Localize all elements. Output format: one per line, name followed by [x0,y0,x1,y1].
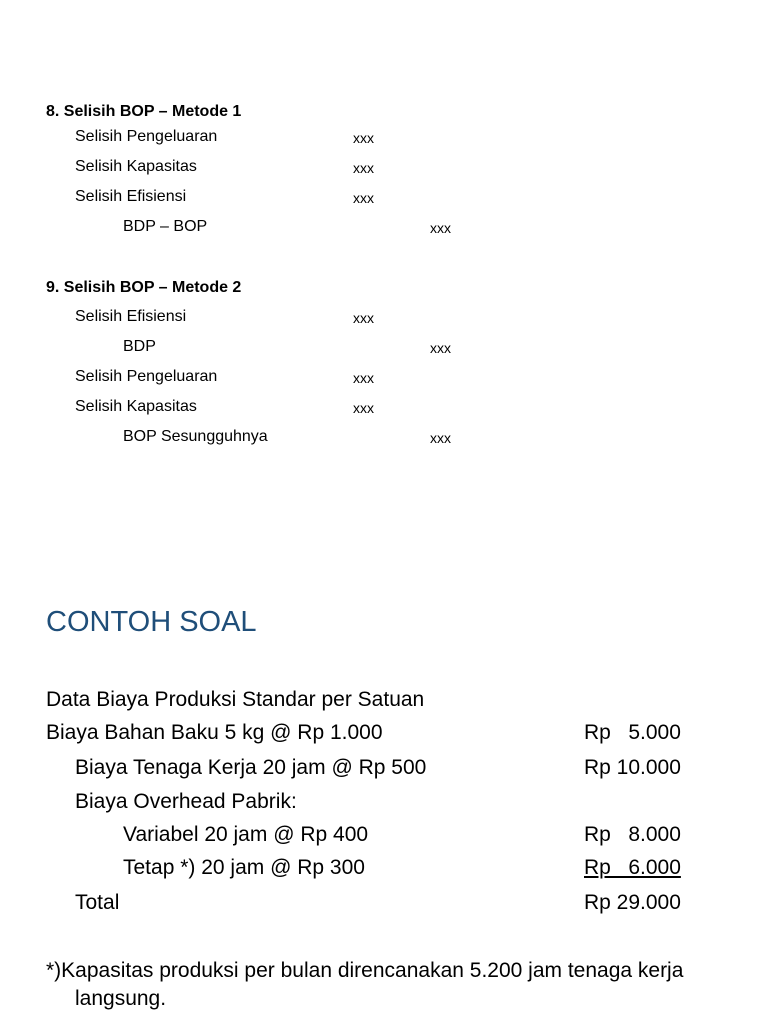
cost-row-label: Biaya Tenaga Kerja 20 jam @ Rp 500 [75,756,427,779]
journal-line-label: Selisih Efisiensi [75,188,187,205]
cost-row-label: Biaya Bahan Baku 5 kg @ Rp 1.000 [46,721,383,744]
journal-heading-metode-1: 8. Selisih BOP – Metode 1 [46,103,242,120]
journal-line-debit: xxx [353,160,374,176]
cost-row-value-text: Rp 10.000 [584,756,681,779]
journal-line-credit: xxx [430,220,451,236]
journal-line-label: Selisih Pengeluaran [75,128,218,145]
journal-line-debit: xxx [353,190,374,206]
cost-row-label: Biaya Overhead Pabrik: [75,790,297,813]
cost-row-value [584,821,681,849]
journal-line-credit: xxx [430,430,451,446]
cost-row-value-text: Rp 6.000 [584,856,681,879]
journal-line-label: BOP Sesungguhnya [123,428,268,445]
contoh-subtitle: Data Biaya Produksi Standar per Satuan [46,688,425,711]
cost-row-value-text: Rp 5.000 [584,721,681,744]
journal-line-label: Selisih Kapasitas [75,398,197,415]
cost-row-label: Tetap *) 20 jam @ Rp 300 [123,856,365,879]
cost-row-value-text: Rp 29.000 [584,891,681,914]
cost-row-value [584,754,681,782]
footnote: *)Kapasitas produksi per bulan direncanakan 5.200 jam tenaga kerja [46,959,684,982]
journal-line-label: Selisih Kapasitas [75,158,197,175]
cost-row-value-total [584,889,681,917]
journal-line-label: Selisih Efisiensi [75,308,187,325]
journal-line-debit: xxx [353,130,374,146]
cost-row-label: Total [75,891,120,914]
journal-line-label: BDP [123,338,156,355]
journal-line-credit: xxx [430,340,451,356]
journal-line-label: BDP – BOP [123,218,208,235]
cost-row-label: Variabel 20 jam @ Rp 400 [123,823,369,846]
journal-line-debit: xxx [353,400,374,416]
cost-row-value [584,719,681,747]
footnote-continuation: langsung. [75,987,167,1010]
cost-row-value [584,854,681,882]
cost-row-value-text: Rp 8.000 [584,823,681,846]
journal-heading-metode-2: 9. Selisih BOP – Metode 2 [46,279,242,296]
journal-line-debit: xxx [353,370,374,386]
journal-line-debit: xxx [353,310,374,326]
section-title: CONTOH SOAL [46,606,257,638]
journal-line-label: Selisih Pengeluaran [75,368,218,385]
